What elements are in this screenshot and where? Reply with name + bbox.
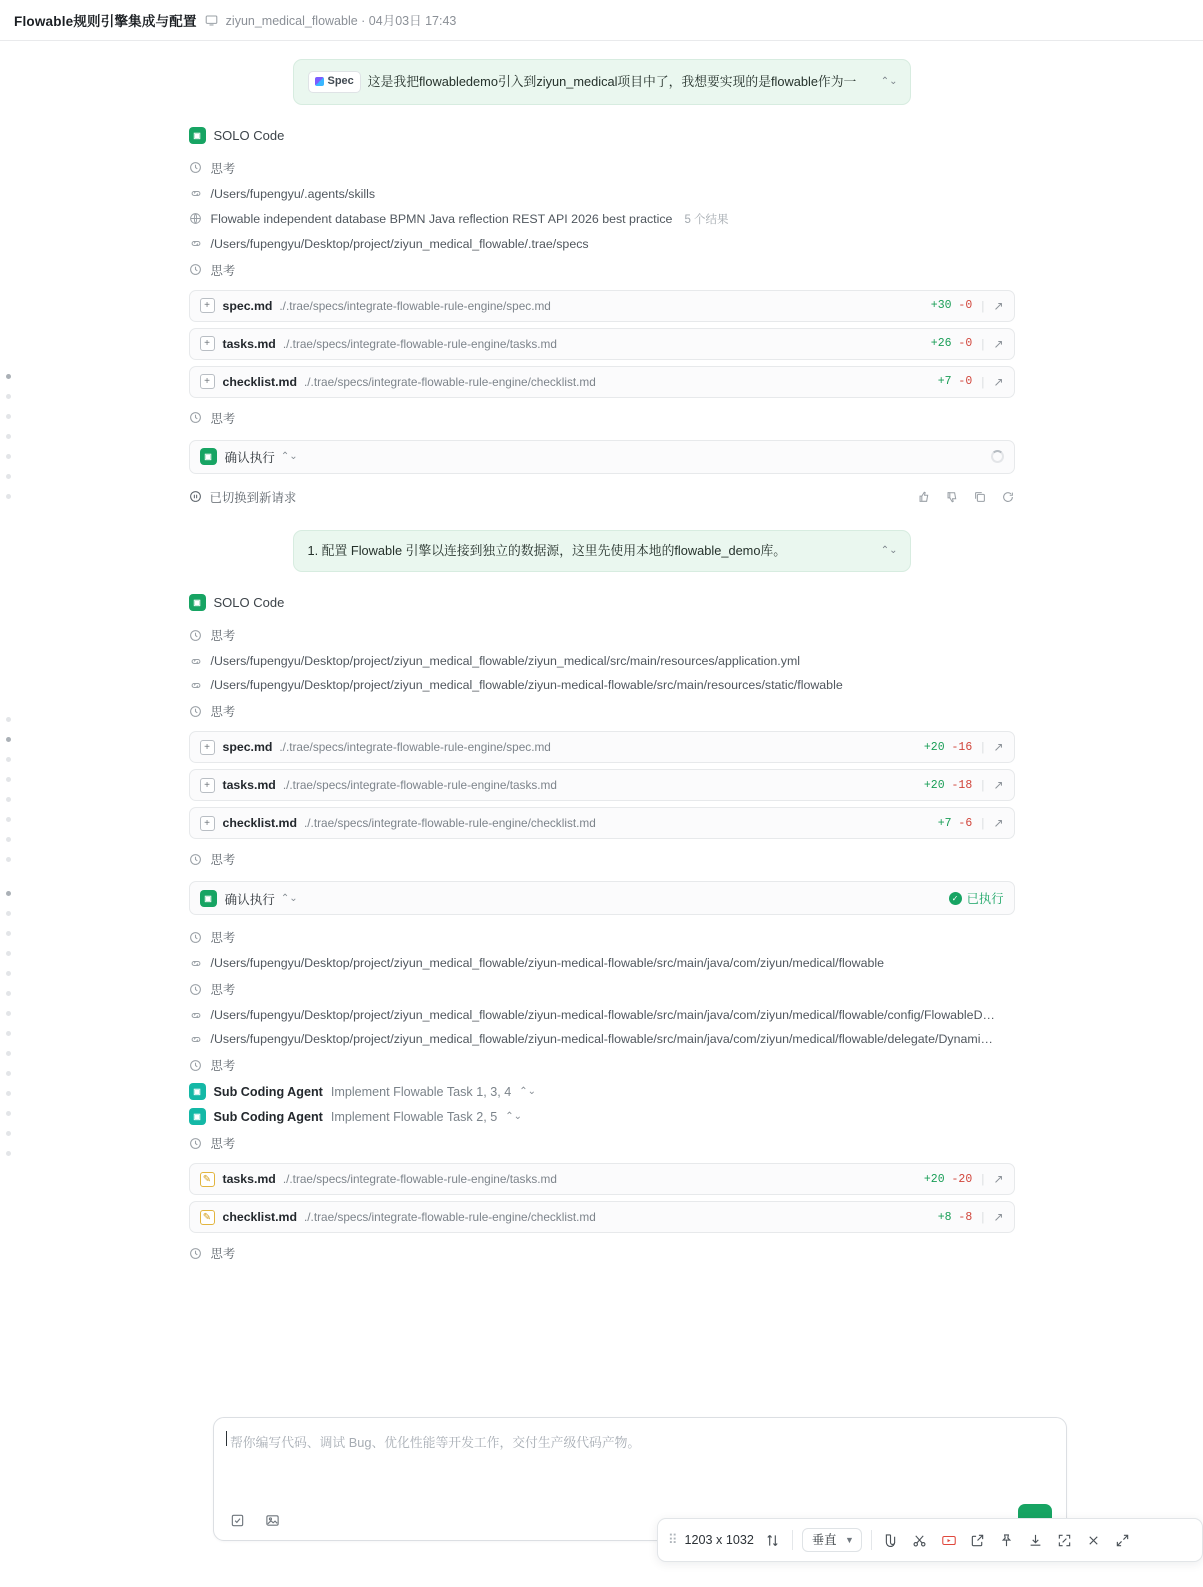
step-path[interactable] — [189, 951, 1015, 975]
agent-message-2 — [189, 594, 1015, 1267]
monitor-icon — [205, 14, 218, 27]
agent-header — [189, 127, 1015, 144]
diff-removed: -16 — [951, 740, 973, 754]
file-name: tasks.md — [222, 778, 276, 793]
clock-icon — [189, 1059, 203, 1072]
spec-chip — [308, 71, 361, 93]
status-badge — [949, 889, 1004, 907]
step-label: /Users/fupengyu/Desktop/project/ziyun_medical_flowable/.trae/specs — [210, 236, 589, 251]
sub-agent-name: Sub Coding Agent — [213, 1084, 323, 1099]
status-row — [189, 488, 1015, 506]
diff-added: +20 — [923, 1172, 945, 1186]
file-path: ./.trae/specs/integrate-flowable-rule-engine/checklist.md — [304, 374, 596, 389]
file-change-card[interactable] — [189, 1163, 1015, 1195]
divider: | — [981, 740, 985, 755]
globe-icon — [189, 212, 203, 225]
plus-box-icon: + — [200, 336, 215, 351]
swap-vertical-icon[interactable] — [763, 1533, 783, 1548]
file-name: tasks.md — [222, 336, 276, 351]
link-icon — [189, 187, 203, 200]
file-name: spec.md — [222, 740, 273, 755]
status-text: 已切换到新请求 — [209, 490, 297, 505]
refresh-icon[interactable] — [1001, 490, 1015, 504]
window-header — [0, 0, 1203, 41]
open-external-icon[interactable]: ↗ — [993, 1172, 1004, 1187]
link-icon — [189, 1009, 203, 1022]
clock-icon — [189, 931, 203, 944]
pin-icon[interactable] — [997, 1533, 1017, 1548]
expand-icon[interactable] — [1113, 1533, 1133, 1548]
plus-box-icon: + — [200, 374, 215, 389]
chevron-expand-icon[interactable]: ⌃⌄ — [519, 1086, 536, 1098]
divider: | — [981, 336, 985, 351]
link-icon — [189, 237, 203, 250]
plus-box-icon: + — [200, 816, 215, 831]
step-think — [189, 621, 1015, 649]
page-title: Flowable规则引擎集成与配置 — [14, 14, 197, 29]
file-path: ./.trae/specs/integrate-flowable-rule-engine/tasks.md — [282, 1172, 557, 1187]
link-icon — [189, 655, 203, 668]
diff-removed: -18 — [951, 778, 973, 792]
record-icon[interactable] — [939, 1533, 959, 1548]
step-label: 思考 — [210, 161, 236, 176]
open-external-icon[interactable]: ↗ — [993, 298, 1004, 313]
solo-code-icon: ▣ — [189, 594, 206, 611]
step-think — [189, 1129, 1015, 1157]
file-name: checklist.md — [222, 1210, 297, 1225]
file-change-card[interactable] — [189, 807, 1015, 839]
step-think — [189, 1239, 1015, 1267]
link-icon — [189, 1033, 203, 1046]
confirm-label: 确认执行 — [224, 451, 275, 466]
chevron-expand-icon[interactable]: ⌃⌄ — [880, 75, 898, 87]
download-icon[interactable] — [1026, 1533, 1046, 1548]
file-path: ./.trae/specs/integrate-flowable-rule-engine/spec.md — [279, 298, 551, 313]
open-external-icon[interactable]: ↗ — [993, 336, 1004, 351]
plus-box-icon: + — [200, 740, 215, 755]
copy-icon[interactable] — [973, 490, 987, 504]
diff-added: +30 — [930, 299, 952, 313]
step-label: 思考 — [210, 629, 236, 644]
step-think — [189, 923, 1015, 951]
sub-agent-icon: ▣ — [189, 1083, 206, 1100]
file-change-card[interactable] — [189, 1201, 1015, 1233]
step-path[interactable] — [189, 649, 1015, 673]
solo-code-icon: ▣ — [189, 127, 206, 144]
divider: | — [981, 1172, 985, 1187]
diff-removed: -0 — [958, 337, 973, 351]
diff-removed: -0 — [958, 375, 973, 389]
diff-removed: -0 — [958, 299, 973, 313]
step-label: 思考 — [210, 1247, 236, 1262]
step-path[interactable] — [189, 673, 1015, 697]
user-bubble[interactable] — [293, 59, 911, 105]
spec-icon — [315, 77, 324, 86]
step-label: /Users/fupengyu/Desktop/project/ziyun_medical_flowable/ziyun-medical-flowable/src/main/resources/static/flowable — [210, 678, 843, 693]
open-external-icon[interactable]: ↗ — [993, 816, 1004, 831]
diff-removed: -8 — [958, 1210, 973, 1224]
open-external-icon[interactable]: ↗ — [993, 778, 1004, 793]
sub-agent-row[interactable] — [189, 1104, 1015, 1129]
open-external-icon[interactable] — [968, 1533, 988, 1548]
divider: | — [981, 816, 985, 831]
session-meta: ziyun_medical_flowable · 04月03日 17:43 — [225, 14, 457, 28]
file-name: spec.md — [222, 298, 273, 313]
chevron-down-icon: ▼ — [844, 1535, 854, 1545]
checkbox-icon[interactable] — [230, 1513, 245, 1528]
scissors-icon[interactable] — [910, 1533, 930, 1548]
confirm-execute-card[interactable] — [189, 881, 1015, 915]
fullscreen-icon[interactable] — [1055, 1533, 1075, 1548]
clock-icon — [189, 705, 203, 718]
diff-added: +7 — [937, 816, 952, 830]
pencil-box-icon: ✎ — [200, 1172, 215, 1187]
user-bubble-text: 1. 配置 Flowable 引擎以连接到独立的数据源，这里先使用本地的flowable_demo库。 — [307, 542, 787, 558]
dimensions-label: 1203 x 1032 — [684, 1533, 754, 1547]
user-message — [0, 59, 1203, 105]
step-label: 思考 — [210, 263, 236, 278]
composer-placeholder[interactable]: 帮你编写代码、调试 Bug、优化性能等开发工作，交付生产级代码产物。 — [230, 1432, 1050, 1451]
file-change-card[interactable] — [189, 731, 1015, 763]
orientation-select[interactable] — [802, 1528, 862, 1552]
chevron-expand-icon[interactable]: ⌃⌄ — [505, 1111, 522, 1123]
clock-icon — [189, 983, 203, 996]
file-change-card[interactable] — [189, 290, 1015, 322]
open-external-icon[interactable]: ↗ — [993, 740, 1004, 755]
agent-name: SOLO Code — [213, 127, 285, 143]
step-think — [189, 154, 1015, 182]
step-label: 思考 — [210, 705, 236, 720]
file-path: ./.trae/specs/integrate-flowable-rule-engine/checklist.md — [304, 816, 596, 831]
open-external-icon[interactable]: ↗ — [993, 1210, 1004, 1225]
step-label: 思考 — [210, 411, 236, 426]
step-think — [189, 975, 1015, 1003]
loading-spinner-icon — [991, 450, 1004, 463]
solo-code-icon: ▣ — [200, 448, 217, 465]
divider — [871, 1530, 872, 1550]
sub-agent-task: Implement Flowable Task 2, 5 — [330, 1109, 498, 1124]
file-path: ./.trae/specs/integrate-flowable-rule-engine/tasks.md — [282, 336, 557, 351]
clock-icon — [189, 411, 203, 424]
diff-added: +7 — [937, 375, 952, 389]
step-path[interactable] — [189, 182, 1015, 206]
open-external-icon[interactable]: ↗ — [993, 374, 1004, 389]
pause-icon — [189, 490, 202, 503]
sub-agent-name: Sub Coding Agent — [213, 1109, 323, 1124]
diff-added: +20 — [923, 740, 945, 754]
file-change-card[interactable] — [189, 769, 1015, 801]
file-change-card[interactable] — [189, 328, 1015, 360]
divider: | — [981, 298, 985, 313]
file-path: ./.trae/specs/integrate-flowable-rule-engine/checklist.md — [304, 1210, 596, 1225]
step-think — [189, 404, 1015, 432]
thumbs-up-icon[interactable] — [917, 490, 931, 504]
step-label: 思考 — [210, 983, 236, 998]
file-change-card[interactable] — [189, 366, 1015, 398]
step-label: /Users/fupengyu/Desktop/project/ziyun_medical_flowable/ziyun-medical-flowable/src/main/java/com/ziyun/medical/flowable/config/FlowableD… — [210, 1008, 995, 1023]
chevron-expand-icon[interactable]: ⌃⌄ — [280, 451, 298, 463]
step-think — [189, 1051, 1015, 1079]
diff-added: +8 — [937, 1210, 952, 1224]
solo-code-icon: ▣ — [200, 890, 217, 907]
chevron-expand-icon[interactable]: ⌃⌄ — [280, 892, 298, 904]
diff-removed: -20 — [951, 1172, 973, 1186]
step-path[interactable] — [189, 1003, 1015, 1027]
agent-header — [189, 594, 1015, 611]
conversation-scroll[interactable] — [0, 41, 1203, 1401]
close-icon[interactable] — [1084, 1533, 1104, 1548]
clock-icon — [189, 161, 203, 174]
sub-agent-row[interactable] — [189, 1079, 1015, 1104]
image-icon[interactable] — [265, 1513, 280, 1528]
diff-removed: -6 — [958, 816, 973, 830]
clock-icon — [189, 1137, 203, 1150]
clock-icon — [189, 263, 203, 276]
diff-added: +20 — [923, 778, 945, 792]
pencil-box-icon: ✎ — [200, 1210, 215, 1225]
plus-box-icon: + — [200, 298, 215, 313]
user-bubble[interactable] — [293, 530, 911, 573]
sub-agent-icon: ▣ — [189, 1108, 206, 1125]
agent-name: SOLO Code — [213, 595, 285, 611]
done-label: 已执行 — [966, 892, 1004, 907]
step-label: /Users/fupengyu/Desktop/project/ziyun_medical_flowable/ziyun-medical-flowable/src/main/java/com/ziyun/medical/flowable — [210, 956, 885, 971]
step-label: /Users/fupengyu/Desktop/project/ziyun_medical_flowable/ziyun-medical-flowable/src/main/java/com/ziyun/medical/flowable/delegate/Dynami… — [210, 1032, 993, 1047]
step-label: /Users/fupengyu/Desktop/project/ziyun_medical_flowable/ziyun_medical/src/main/resources/application.yml — [210, 654, 801, 669]
plus-box-icon: + — [200, 778, 215, 793]
step-label: 思考 — [210, 1059, 236, 1074]
step-think — [189, 697, 1015, 725]
agent-message-1 — [189, 127, 1015, 506]
user-message — [0, 530, 1203, 573]
sub-agent-task: Implement Flowable Task 1, 3, 4 — [330, 1084, 512, 1099]
magnet-icon[interactable] — [881, 1533, 901, 1548]
capture-toolbar[interactable] — [657, 1518, 1203, 1562]
user-bubble-text: 这是我把flowabledemo引入到ziyun_medical项目中了，我想要实现的是flowable作为一 — [367, 73, 857, 89]
file-path: ./.trae/specs/integrate-flowable-rule-engine/spec.md — [279, 740, 551, 755]
drag-handle-icon[interactable]: ⠿ — [668, 1532, 676, 1547]
divider — [792, 1530, 793, 1550]
step-think — [189, 845, 1015, 873]
link-icon — [189, 957, 203, 970]
file-name: tasks.md — [222, 1172, 276, 1187]
link-icon — [189, 679, 203, 692]
step-label: 思考 — [210, 1137, 236, 1152]
step-label: Flowable independent database BPMN Java reflection REST API 2026 best practice — [210, 211, 673, 226]
diff-added: +26 — [930, 337, 952, 351]
thumbs-down-icon[interactable] — [945, 490, 959, 504]
step-think — [189, 256, 1015, 284]
step-path[interactable] — [189, 232, 1015, 256]
file-name: checklist.md — [222, 374, 297, 389]
confirm-label: 确认执行 — [224, 892, 275, 907]
chevron-expand-icon[interactable]: ⌃⌄ — [880, 545, 898, 557]
step-path[interactable] — [189, 1027, 1015, 1051]
file-path: ./.trae/specs/integrate-flowable-rule-engine/tasks.md — [282, 778, 557, 793]
step-search[interactable] — [189, 206, 1015, 232]
check-icon: ✓ — [949, 892, 962, 905]
spec-chip-label: Spec — [327, 75, 354, 87]
search-result-count: 5 个结果 — [684, 213, 729, 226]
clock-icon — [189, 1247, 203, 1260]
divider: | — [981, 374, 985, 389]
clock-icon — [189, 629, 203, 642]
divider: | — [981, 1210, 985, 1225]
confirm-execute-card[interactable] — [189, 440, 1015, 474]
step-label: 思考 — [210, 931, 236, 946]
step-label: 思考 — [210, 853, 236, 868]
divider: | — [981, 778, 985, 793]
clock-icon — [189, 853, 203, 866]
file-name: checklist.md — [222, 816, 297, 831]
step-label: /Users/fupengyu/.agents/skills — [210, 186, 376, 201]
